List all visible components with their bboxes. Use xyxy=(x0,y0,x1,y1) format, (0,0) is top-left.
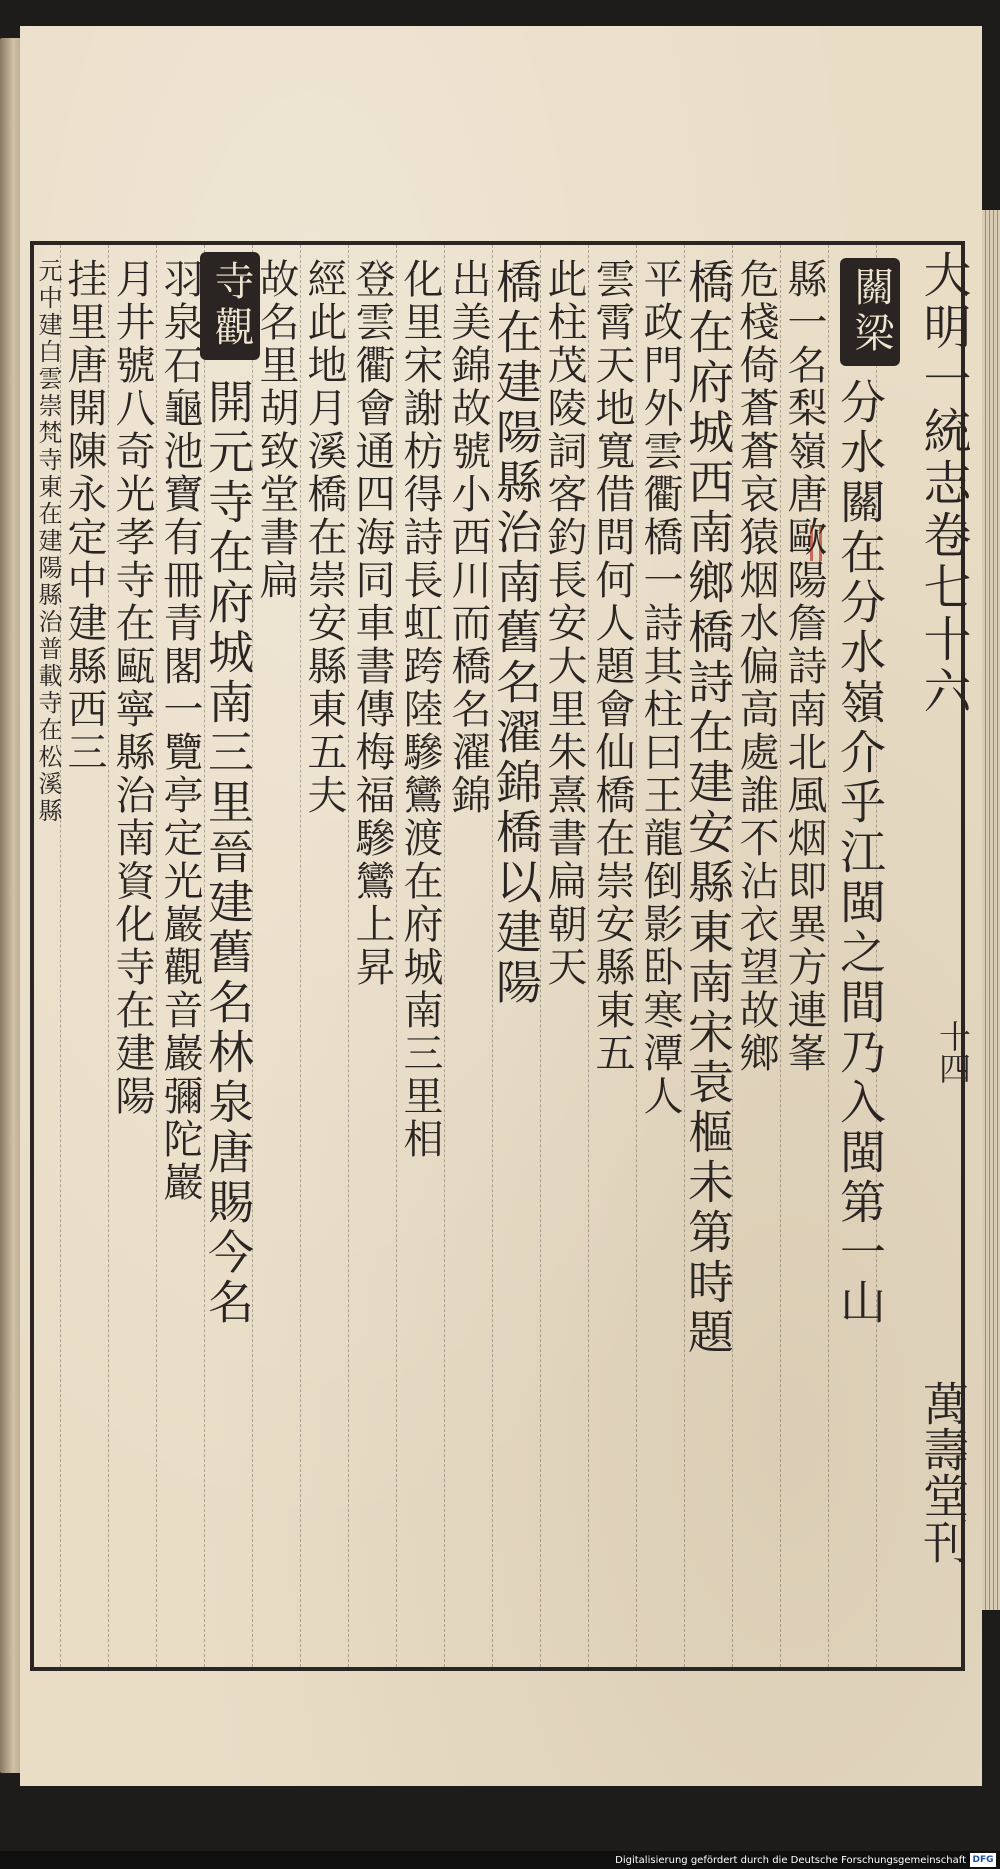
section-label-temples: 寺觀 xyxy=(200,252,260,360)
text-column: 危棧倚蒼蒼哀猿烟水偏高處誰不沾衣望故鄉 xyxy=(733,258,779,1075)
text-column: 故名里胡致堂書扁 xyxy=(253,258,299,602)
text-column: 登雲衢會通四海同車書傳梅福驂鸞上昇 xyxy=(349,258,395,989)
dfg-logo: DFG xyxy=(970,1853,996,1867)
text-column: 月井號八奇光孝寺在甌寧縣治南資化寺在建陽 xyxy=(109,258,155,1118)
folio-number: 十四 xyxy=(934,1020,972,1084)
publisher-mark: 萬壽堂刊 xyxy=(916,1380,970,1564)
text-column: 經此地月溪橋在崇安縣東五夫 xyxy=(301,258,347,817)
text-column: 縣一名梨嶺唐歐陽詹詩南北風烟即異方連峯 xyxy=(781,258,827,1075)
text-column: 分水關在分水嶺介乎江閩之間乃入閩第一山 xyxy=(833,378,887,1328)
text-column: 挂里唐開陳永定中建縣西三 xyxy=(61,258,107,774)
text-column: 雲霄天地寬借問何人題會仙橋在崇安縣東五 xyxy=(589,258,635,1075)
text-column: 橋在府城西南鄉橋詩在建安縣東南宋袁樞未第時題 xyxy=(681,258,735,1358)
digitization-credit: Digitalisierung gefördert durch die Deutsche Forschungsgemeinschaft xyxy=(615,1854,966,1866)
volume-title: 大明一統志卷七十六 xyxy=(915,250,971,718)
text-column: 平政門外雲衢橋一詩其柱曰王龍倒影卧寒潭人 xyxy=(637,258,683,1118)
text-column: 羽泉石龜池寶有冊青閣一覽亭定光巖觀音巖彌陀巖 xyxy=(157,258,203,1204)
text-column: 橋在建陽縣治南舊名濯錦橋以建陽 xyxy=(489,258,543,1008)
text-column: 出美錦故號小西川而橋名濯錦 xyxy=(445,258,491,817)
digitization-credit-bar xyxy=(0,1851,1000,1869)
text-column: 元中建白雲崇梵寺東在建陽縣治普載寺在松溪縣 xyxy=(34,258,62,825)
previous-leaf-edge xyxy=(0,38,22,1773)
text-column: 開元寺在府城南三里晉建舊名林泉唐賜今名 xyxy=(201,378,255,1328)
text-column: 此柱茂陵詞客釣長安大里朱熹書扁朝天 xyxy=(541,258,587,989)
section-label-passes: 關梁 xyxy=(840,258,900,366)
text-column: 化里宋謝枋得詩長虹跨陸驂鸞渡在府城南三里相 xyxy=(397,258,443,1161)
page-stack-edge xyxy=(982,210,1000,1610)
